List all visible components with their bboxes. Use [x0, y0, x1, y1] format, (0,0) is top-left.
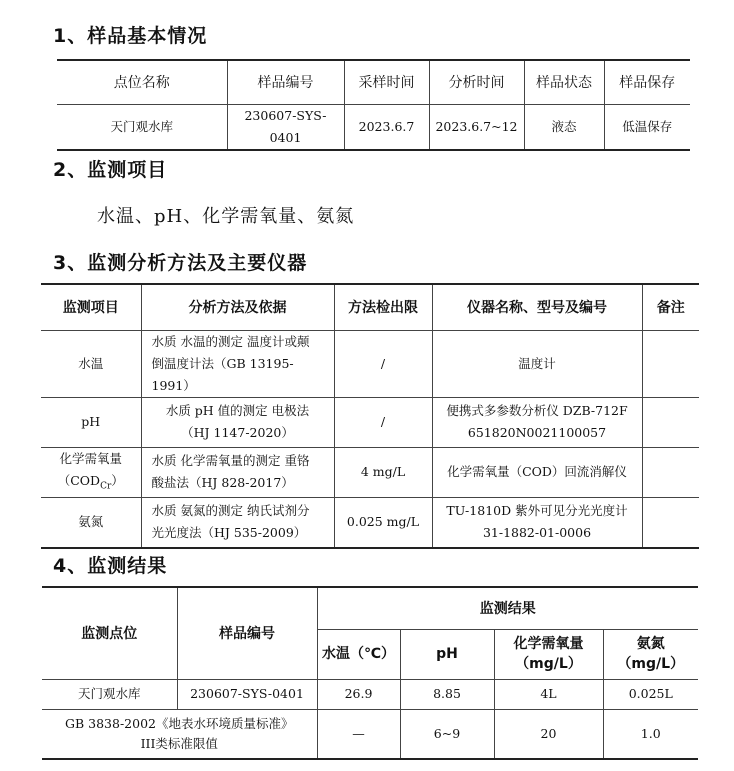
- sample-info-table: [57, 59, 690, 151]
- header-water-temp-label: 水温（℃）: [322, 646, 395, 662]
- cell-analysis-time: 2023.6.7~12: [429, 104, 524, 150]
- table-header-row: [57, 60, 690, 104]
- cell-detection-limit: 0.025 mg/L: [334, 498, 432, 548]
- cell-item: 氨氮: [41, 498, 141, 548]
- method-line-2: 光光度法（HJ 535-2009）: [151, 525, 307, 541]
- header-method: 分析方法及依据: [141, 284, 334, 330]
- item-cod-prefix: （COD: [57, 472, 101, 488]
- instrument-line-2: 651820N0021100057: [467, 425, 607, 440]
- table-header-row: [41, 284, 699, 330]
- method-line-1: 水质 水温的测定 温度计或颠: [151, 333, 310, 349]
- cell-item: pH: [41, 397, 141, 447]
- header-note: 备注: [642, 284, 699, 330]
- cell-method: [141, 330, 334, 397]
- cell-water-temp-limit: —: [317, 709, 400, 759]
- table-row: [41, 330, 699, 397]
- method-line-2: 酸盐法（HJ 828-2017）: [151, 475, 294, 491]
- instrument-line-1: 便携式多参数分析仪 DZB-712F: [446, 403, 628, 418]
- method-line-1: 水质 氨氮的测定 纳氏试剂分: [151, 503, 310, 519]
- cell-detection-limit: /: [334, 397, 432, 447]
- cell-note: [642, 397, 699, 447]
- header-ammonia: [603, 629, 698, 679]
- header-ph-label: pH: [436, 646, 458, 662]
- section-3-heading: 3、监测分析方法及主要仪器: [53, 252, 308, 274]
- cell-instrument: [432, 330, 642, 397]
- cell-point: 天门观水库: [42, 679, 177, 709]
- header-cod-label: 化学需氧量: [513, 636, 584, 652]
- header-cod: [494, 629, 603, 679]
- cell-detection-limit: 4 mg/L: [334, 447, 432, 498]
- cell-point-name: 天门观水库: [57, 104, 227, 150]
- cell-instrument: [432, 498, 642, 548]
- table-row: [41, 447, 699, 498]
- item-cod-subscript: Cr: [100, 481, 112, 491]
- item-cod-suffix: ）: [111, 472, 124, 488]
- header-water-temp: [317, 629, 400, 679]
- table-row: [42, 709, 698, 759]
- header-point: 监测点位: [42, 587, 177, 679]
- cell-detection-limit: /: [334, 330, 432, 397]
- monitoring-items-text: 水温、pH、化学需氧量、氨氮: [97, 206, 355, 227]
- section-1-heading: 1、样品基本情况: [53, 25, 208, 47]
- cell-instrument: [432, 397, 642, 447]
- header-instrument: 仪器名称、型号及编号: [432, 284, 642, 330]
- cell-note: [642, 330, 699, 397]
- header-detection-limit: 方法检出限: [334, 284, 432, 330]
- instrument-line-1: TU-1810D 紫外可见分光光度计: [446, 503, 628, 519]
- header-sample-id: 样品编号: [227, 60, 344, 104]
- cell-note: [642, 498, 699, 548]
- item-line-2: [45, 470, 137, 498]
- cell-cod-limit: 20: [494, 709, 603, 759]
- header-ammonia-unit: （mg/L）: [617, 656, 685, 672]
- cell-ph-limit: 6~9: [400, 709, 494, 759]
- cell-instrument: [432, 447, 642, 498]
- header-sampling-time: 采样时间: [344, 60, 429, 104]
- section-4-heading: 4、监测结果: [53, 555, 168, 577]
- method-line-1: 水质 pH 值的测定 电极法: [165, 403, 310, 418]
- cell-sampling-time: 2023.6.7: [344, 104, 429, 150]
- standard-label-line-2: III类标准限值: [140, 735, 218, 751]
- cell-sample-state: 液态: [524, 104, 604, 150]
- cell-sample-storage: 低温保存: [604, 104, 690, 150]
- section-2-heading: 2、监测项目: [53, 159, 168, 181]
- results-table: [42, 586, 698, 760]
- standard-label-line-1: GB 3838-2002《地表水环境质量标准》: [65, 715, 294, 731]
- cell-ammonia: 0.025L: [603, 679, 698, 709]
- cell-ammonia-limit: 1.0: [603, 709, 698, 759]
- instrument-line-1: 化学需氧量（COD）回流消解仪: [447, 464, 627, 480]
- header-cod-unit: （mg/L）: [515, 656, 582, 672]
- header-sample-state: 样品状态: [524, 60, 604, 104]
- header-results: 监测结果: [317, 587, 698, 629]
- header-item: 监测项目: [41, 284, 141, 330]
- method-table: [41, 283, 699, 549]
- cell-ph: 8.85: [400, 679, 494, 709]
- header-sample-storage: 样品保存: [604, 60, 690, 104]
- instrument-line-1: 温度计: [518, 355, 556, 371]
- method-line-1: 水质 化学需氧量的测定 重铬: [151, 453, 310, 469]
- method-line-2: 倒温度计法（GB 13195-1991）: [151, 355, 294, 393]
- cell-cod: 4L: [494, 679, 603, 709]
- cell-method: [141, 498, 334, 548]
- header-ph: [400, 629, 494, 679]
- header-point-name: 点位名称: [57, 60, 227, 104]
- header-sample-id: 样品编号: [177, 587, 317, 679]
- cell-item: [41, 447, 141, 498]
- table-header-row: [42, 587, 698, 629]
- header-ammonia-label: 氨氮: [636, 636, 665, 652]
- table-row: [41, 397, 699, 447]
- cell-sample-id: 230607-SYS-0401: [227, 104, 344, 150]
- table-row: [57, 104, 690, 150]
- table-row: [41, 498, 699, 548]
- cell-note: [642, 447, 699, 498]
- cell-method: [141, 447, 334, 498]
- table-row: [42, 679, 698, 709]
- method-line-2: （HJ 1147-2020）: [181, 425, 294, 440]
- header-analysis-time: 分析时间: [429, 60, 524, 104]
- cell-method: [141, 397, 334, 447]
- cell-sample-id: 230607-SYS-0401: [177, 679, 317, 709]
- cell-standard-label: [42, 709, 317, 759]
- instrument-line-2: 31-1882-01-0006: [482, 525, 592, 541]
- item-line-1: 化学需氧量: [59, 450, 122, 466]
- cell-item: 水温: [41, 330, 141, 397]
- cell-water-temp: 26.9: [317, 679, 400, 709]
